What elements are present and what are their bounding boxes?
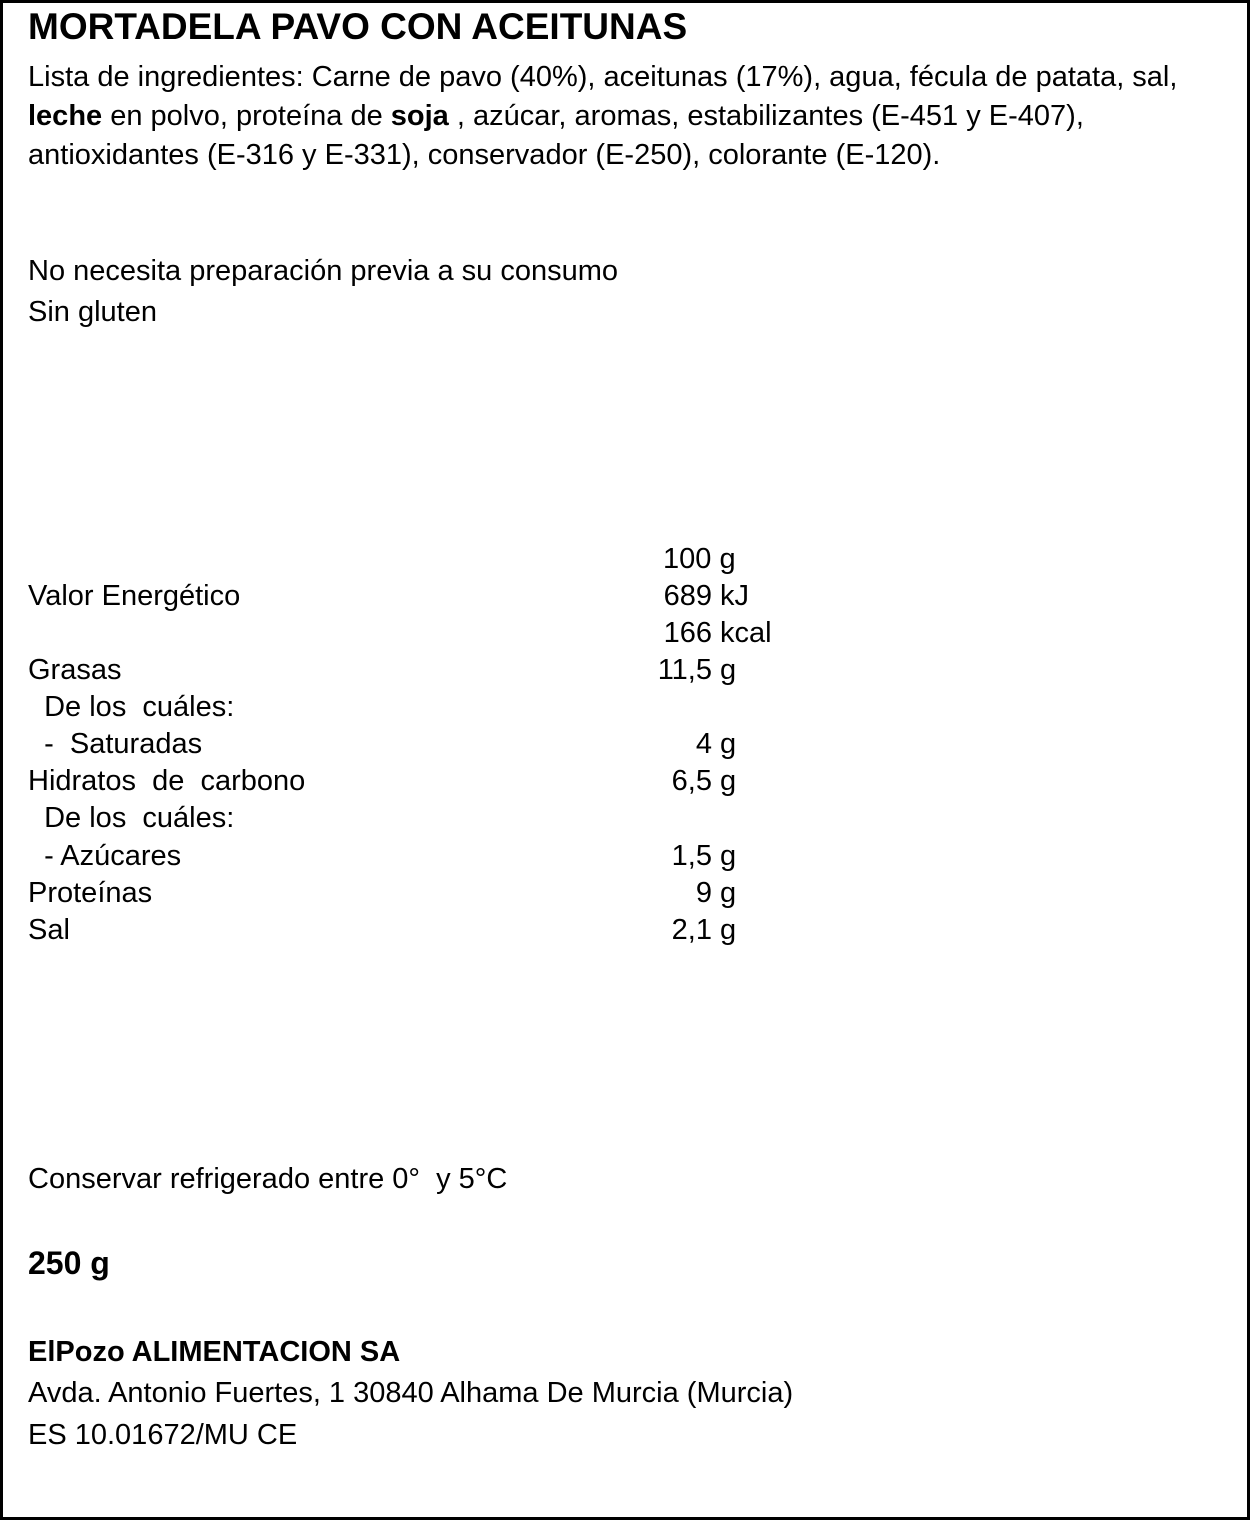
product-title: MORTADELA PAVO CON ACEITUNAS xyxy=(28,6,688,47)
energy-label: Valor Energético xyxy=(28,580,241,612)
energy-kcal-value: 166 xyxy=(663,617,712,649)
nutrient-value: 1,5 xyxy=(671,840,712,872)
health-registry: ES 10.01672/MU CE xyxy=(28,1419,298,1451)
ingredients-intro: Lista de ingredientes: Carne de pavo (40%), aceitunas (17%), agua, fécula de patata, sal, xyxy=(28,61,1178,93)
nutrient-label: De los cuáles: xyxy=(28,691,235,723)
nutrient-label: - Saturadas xyxy=(28,728,203,760)
nutrient-value: 4 xyxy=(695,728,712,760)
nutrient-label: - Azúcares xyxy=(28,840,182,872)
allergen-soy: soja xyxy=(390,100,449,132)
nutrient-value: 9 xyxy=(695,877,712,909)
nutrient-unit: g xyxy=(720,840,737,872)
allergen-milk: leche xyxy=(28,100,103,132)
storage-instructions: Conservar refrigerado entre 0° y 5°C xyxy=(28,1163,508,1195)
nutrient-label: De los cuáles: xyxy=(28,802,235,834)
nutrient-label: Sal xyxy=(28,914,70,946)
ingredients-list xyxy=(28,58,1218,175)
nutrient-label: Proteínas xyxy=(28,877,153,909)
company-name: ElPozo ALIMENTACION SA xyxy=(28,1336,401,1368)
energy-kj-unit: kJ xyxy=(720,580,749,612)
nutrient-label: Grasas xyxy=(28,654,122,686)
energy-kcal-unit: kcal xyxy=(720,617,772,649)
nutrient-unit: g xyxy=(720,877,737,909)
nutrient-unit: g xyxy=(720,728,737,760)
nutrient-value: 2,1 xyxy=(671,914,712,946)
nutrient-unit: g xyxy=(720,914,737,946)
company-address: Avda. Antonio Fuertes, 1 30840 Alhama De Murcia (Murcia) xyxy=(28,1377,794,1409)
energy-kj-value: 689 xyxy=(663,580,712,612)
net-weight: 250 g xyxy=(28,1245,110,1281)
nutrient-value: 6,5 xyxy=(671,765,712,797)
nutrient-label: Hidratos de carbono xyxy=(28,765,306,797)
ingredients-mid: en polvo, proteína de xyxy=(102,100,391,132)
gluten-note: Sin gluten xyxy=(28,296,157,328)
nutrient-value: 11,5 xyxy=(657,654,712,686)
ingredients-outro: , azúcar, aromas, estabilizantes (E-451 y E-407), antioxidantes (E-316 y E-331), conservador (E-250), colorante (E-120). xyxy=(28,100,1084,171)
nutrient-unit: g xyxy=(720,654,737,686)
nutrient-unit: g xyxy=(720,765,737,797)
nutrition-column-header: 100 g xyxy=(663,543,736,575)
preparation-note: No necesita preparación previa a su consumo xyxy=(28,255,618,287)
